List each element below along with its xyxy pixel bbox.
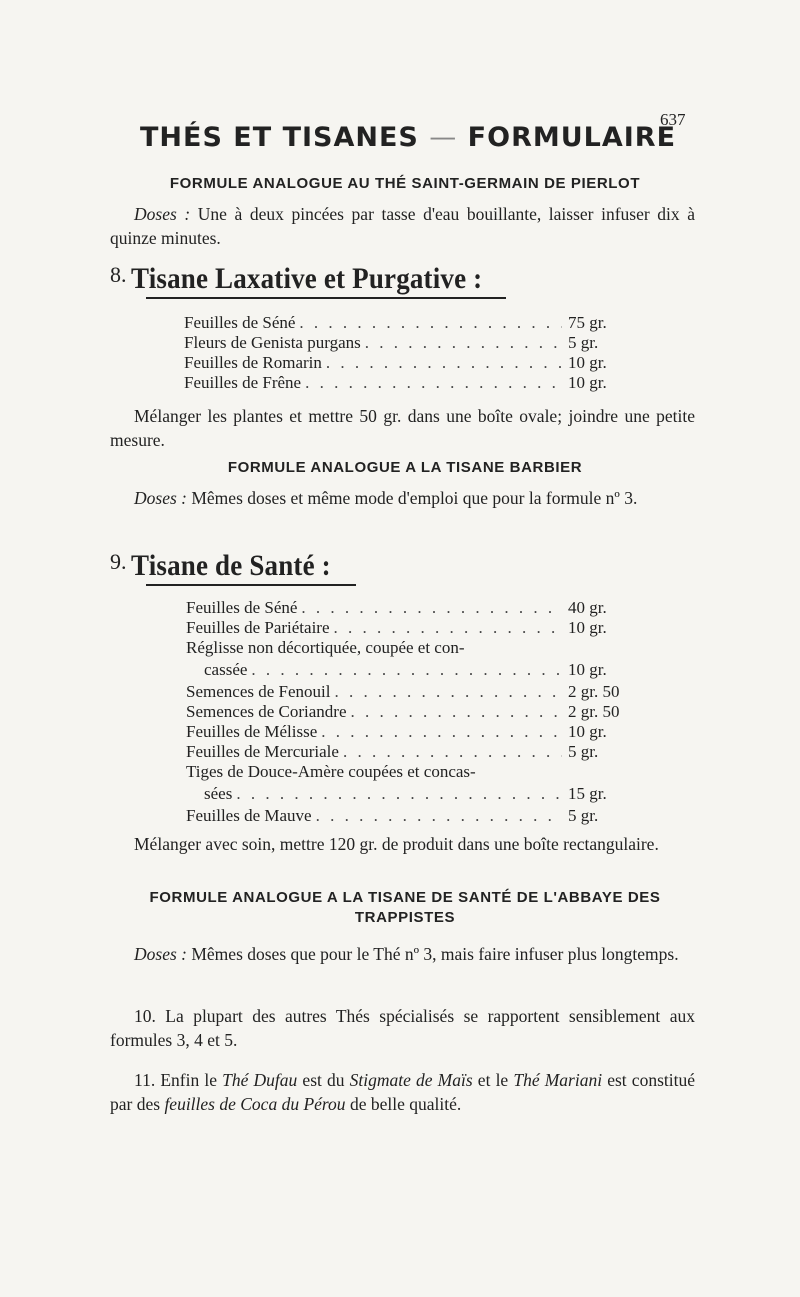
ingredient-name: Feuilles de Frêne <box>184 373 302 392</box>
ingredient-row <box>186 722 626 742</box>
ingredient-name: Tiges de Douce-Amère coupées et concas- <box>186 762 476 781</box>
ingredient-name: Feuilles de Mélisse <box>186 722 318 741</box>
ingredient-qty: 5 gr. <box>568 806 599 825</box>
running-title-left: THÉS ET TISANES <box>140 122 419 153</box>
ingredient-row <box>184 333 626 353</box>
doses-text: Mêmes doses que pour le Thé nº 3, mais faire infuser plus longtemps. <box>186 944 679 964</box>
section-8-ingredients <box>184 313 626 393</box>
section-10 <box>110 1004 695 1052</box>
the-mariani: Thé Mariani <box>513 1070 603 1090</box>
stigmate-de-mais: Stigmate de Maïs <box>349 1070 473 1090</box>
ingredient-name: cassée <box>204 660 248 679</box>
ingredient-qty: 10 gr. <box>568 660 607 679</box>
doses-text: Une à deux pincées par tasse d'eau bouillante, laisser infuser dix à quinze minutes. <box>110 204 695 248</box>
doses-label: Doses : <box>134 488 187 508</box>
section-11-text: et le <box>472 1070 514 1090</box>
ingredient-qty: 10 gr. <box>568 618 607 637</box>
running-title-right: FORMULAIRE <box>467 122 677 153</box>
leader-dots <box>339 742 562 762</box>
ingredient-name: Feuilles de Séné <box>184 313 296 332</box>
section-11-text: est constitué par des <box>110 1070 695 1114</box>
section-9-heading <box>110 549 353 583</box>
ingredient-name: Feuilles de Mercuriale <box>186 742 339 761</box>
ingredient-name: Semences de Coriandre <box>186 702 347 721</box>
ingredient-qty: 40 gr. <box>568 598 607 617</box>
ingredient-qty: 10 gr. <box>568 722 607 741</box>
leader-dots <box>295 313 562 333</box>
ingredient-qty: 2 gr. 50 <box>568 702 620 721</box>
ingredient-row <box>186 806 626 826</box>
ingredient-name: Feuilles de Mauve <box>186 806 312 825</box>
section-9-title: Tisane de Santé : <box>130 549 331 582</box>
section-8-number: 8. <box>110 262 127 287</box>
ingredient-name: Feuilles de Pariétaire <box>186 618 330 637</box>
section-9-instructions: Mélanger avec soin, mettre 120 gr. de produit dans une boîte rectangulaire. <box>134 834 659 854</box>
page-number: 637 <box>660 110 686 129</box>
doses-text: Mêmes doses et même mode d'emploi que pour la formule nº 3. <box>186 488 638 508</box>
section-11-text: est du <box>297 1070 350 1090</box>
pierlot-doses <box>110 202 695 250</box>
section-11-number: 11. <box>134 1070 156 1090</box>
leader-dots <box>347 702 563 722</box>
section-11-text: Enfin le <box>155 1070 223 1090</box>
section-9-number: 9. <box>110 549 127 574</box>
section-8-doses <box>110 486 695 510</box>
doses-label: Doses : <box>134 944 187 964</box>
ingredient-name: Réglisse non décortiquée, coupée et con- <box>186 638 465 657</box>
ingredient-qty: 10 gr. <box>568 353 607 372</box>
leader-dots <box>317 722 562 742</box>
ingredient-row <box>186 638 626 660</box>
section-8-analog-heading: FORMULE ANALOGUE A LA TISANE BARBIER <box>227 459 583 476</box>
ingredient-row <box>186 784 626 806</box>
leader-dots <box>312 806 562 826</box>
ingredient-row <box>186 660 626 682</box>
ingredient-row <box>186 682 626 702</box>
ingredient-row <box>186 762 626 784</box>
leader-dots <box>301 373 562 393</box>
pierlot-heading: FORMULE ANALOGUE AU THÉ SAINT-GERMAIN DE PIERLOT <box>169 175 641 192</box>
section-11 <box>110 1068 695 1116</box>
leader-dots <box>322 353 562 373</box>
ingredient-row <box>184 373 626 393</box>
ingredient-qty: 75 gr. <box>568 313 607 332</box>
the-dufau: Thé Dufau <box>222 1070 298 1090</box>
leader-dots <box>330 682 562 702</box>
running-title <box>140 122 677 153</box>
section-8-title: Tisane Laxative et Purgative : <box>130 262 482 295</box>
section-11-text: de belle qualité. <box>345 1094 462 1114</box>
section-10-number: 10. <box>134 1006 156 1026</box>
ingredient-name: sées <box>204 784 233 803</box>
ingredient-name: Feuilles de Séné <box>186 598 298 617</box>
leader-dots <box>232 784 562 806</box>
ingredient-qty: 15 gr. <box>568 784 607 803</box>
ingredient-qty: 10 gr. <box>568 373 607 392</box>
section-9-analog-heading: FORMULE ANALOGUE A LA TISANE DE SANTÉ DE L'ABBAYE DES TRAPPISTES <box>149 889 661 926</box>
doses-label: Doses : <box>134 204 191 224</box>
section-8-rule <box>146 297 506 299</box>
ingredient-row <box>186 618 626 638</box>
ingredient-qty: 2 gr. 50 <box>568 682 620 701</box>
section-8-heading <box>110 262 521 296</box>
ingredient-row <box>186 702 626 722</box>
ingredient-row <box>184 353 626 373</box>
ingredient-qty: 5 gr. <box>568 333 599 352</box>
leader-dots <box>247 660 562 682</box>
section-9-ingredients <box>186 598 626 826</box>
ingredient-name: Semences de Fenouil <box>186 682 331 701</box>
ingredient-row <box>186 742 626 762</box>
leader-dots <box>330 618 562 638</box>
ingredient-row <box>186 598 626 618</box>
ingredient-row <box>184 313 626 333</box>
leader-dots <box>297 598 562 618</box>
section-10-text: La plupart des autres Thés spécialisés se rapportent sensiblement aux formules 3, 4 et 5. <box>110 1006 695 1050</box>
ingredient-name: Feuilles de Romarin <box>184 353 322 372</box>
ingredient-qty: 5 gr. <box>568 742 599 761</box>
running-title-dash: — <box>429 122 458 153</box>
section-9-rule <box>146 584 356 586</box>
section-8-instructions: Mélanger les plantes et mettre 50 gr. dans une boîte ovale; joindre une petite mesure. <box>110 406 695 450</box>
feuilles-de-coca: feuilles de Coca du Pérou <box>164 1094 346 1114</box>
section-9-doses <box>110 942 695 966</box>
ingredient-name: Fleurs de Genista purgans <box>184 333 361 352</box>
leader-dots <box>361 333 562 353</box>
